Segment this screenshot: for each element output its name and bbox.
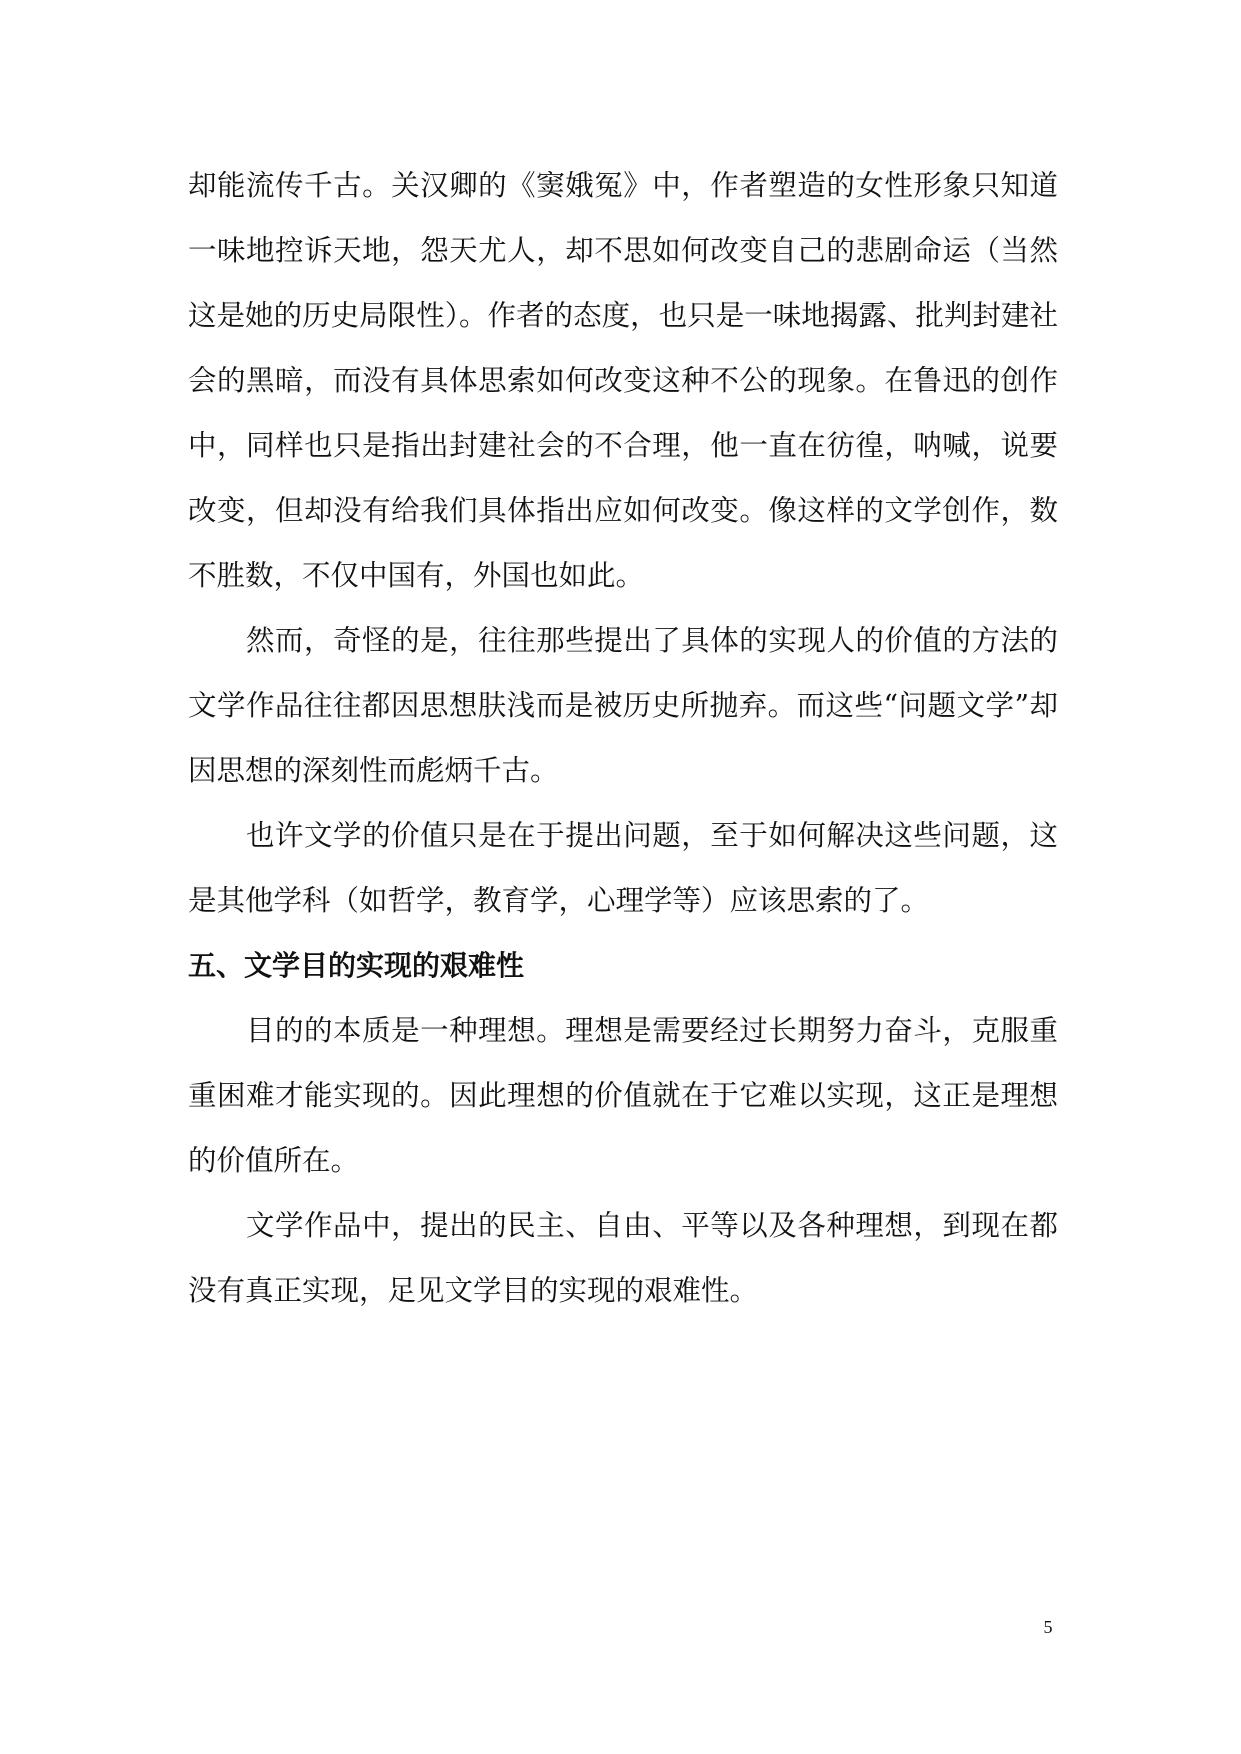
section-heading: 五、文学目的实现的艰难性: [188, 949, 525, 982]
page-number: 5: [1043, 1617, 1053, 1637]
paragraph: 文学作品中，提出的民主、自由、平等以及各种理想，到现在都没有真正实现，足见文学目的实现的艰难性。: [188, 1209, 1058, 1307]
paragraph-continuation: 却能流传千古。关汉卿的《窦娥冤》中，作者塑造的女性形象只知道一味地控诉天地，怨天尤人，却不思如何改变自己的悲剧命运（当然这是她的历史局限性）。作者的态度，也只是一味地揭露、批判封建社会的黑暗，而没有具体思索如何改变这种不公的现象。在鲁迅的创作中，同样也只是指出封建社会的不合理，他一直在彷徨，呐喊，说要改变，但却没有给我们具体指出应如何改变。像这样的文学创作，数不胜数，不仅中国有，外国也如此。: [188, 169, 1058, 592]
paragraph: 然而，奇怪的是，往往那些提出了具体的实现人的价值的方法的文学作品往往都因思想肤浅而是被历史所抛弃。而这些“问题文学”却因思想的深刻性而彪炳千古。: [188, 624, 1058, 787]
paragraph: 也许文学的价值只是在于提出问题，至于如何解决这些问题，这是其他学科（如哲学，教育学，心理学等）应该思索的了。: [188, 819, 1058, 917]
page-body: [188, 153, 1058, 1323]
paragraph: 目的的本质是一种理想。理想是需要经过长期努力奋斗，克服重重困难才能实现的。因此理想的价值就在于它难以实现，这正是理想的价值所在。: [188, 1014, 1058, 1177]
